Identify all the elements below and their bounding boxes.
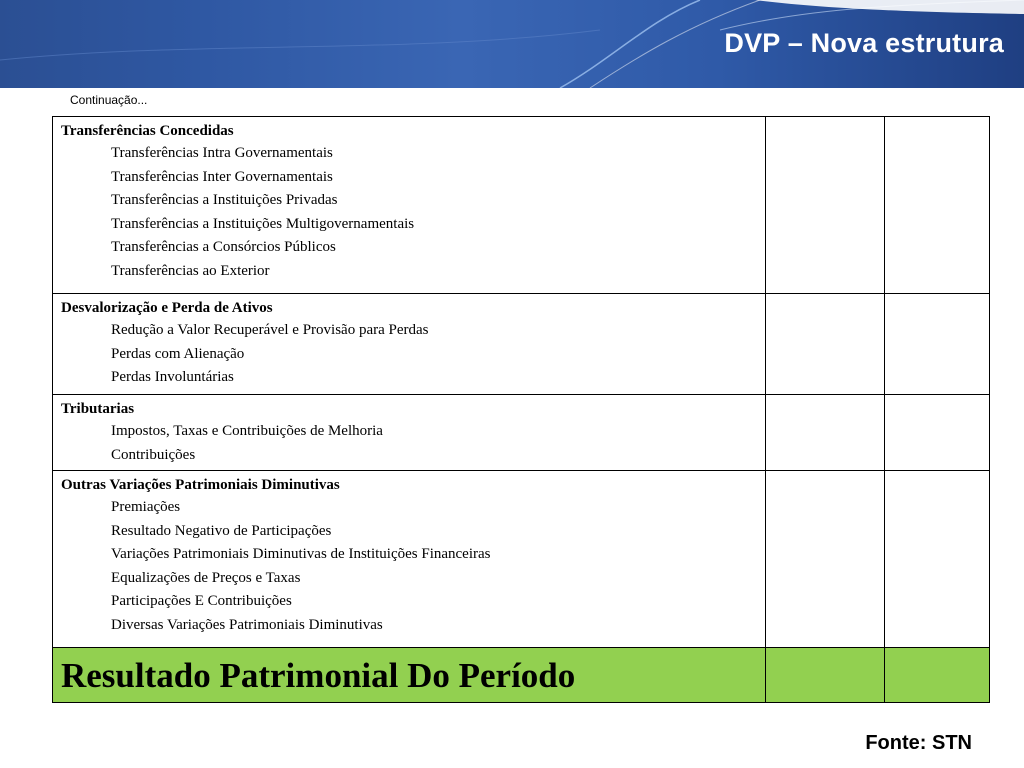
section-item: Premiações xyxy=(111,499,181,515)
section-item: Perdas com Alienação xyxy=(111,345,245,362)
table-row xyxy=(53,117,990,294)
section-item: Equalizações de Preços e Taxas xyxy=(111,569,301,586)
section-heading: Tributarias xyxy=(61,401,135,417)
value-cell xyxy=(766,294,885,395)
dvp-structure-table xyxy=(52,116,990,703)
result-value-cell xyxy=(766,648,885,703)
section-item: Impostos, Taxas e Contribuições de Melhoria xyxy=(111,423,383,439)
section-cell xyxy=(53,117,766,294)
value-cell xyxy=(885,294,990,395)
section-heading: Transferências Concedidas xyxy=(61,123,234,139)
section-cell xyxy=(53,294,766,395)
source-label: Fonte: STN xyxy=(865,732,972,754)
result-label: Resultado Patrimonial Do Período xyxy=(61,656,576,695)
section-item: Participações E Contribuições xyxy=(111,593,292,610)
value-cell xyxy=(885,395,990,471)
section-item: Resultado Negativo de Participações xyxy=(111,522,332,539)
result-label-cell xyxy=(53,648,766,703)
section-heading: Outras Variações Patrimoniais Diminutivas xyxy=(61,477,340,493)
section-item: Transferências a Instituições Multigovernamentais xyxy=(111,215,415,232)
section-item: Transferências Intra Governamentais xyxy=(111,145,333,161)
value-cell xyxy=(766,395,885,471)
table-row xyxy=(53,395,990,471)
table-row xyxy=(53,471,990,648)
page-title: DVP – Nova estrutura xyxy=(724,28,1004,58)
section-item: Redução a Valor Recuperável e Provisão para Perdas xyxy=(111,322,429,338)
section-heading: Desvalorização e Perda de Ativos xyxy=(61,300,273,316)
section-item: Contribuições xyxy=(111,446,196,463)
value-cell xyxy=(766,117,885,294)
section-item: Transferências Inter Governamentais xyxy=(111,168,333,185)
table-row xyxy=(53,294,990,395)
table-body xyxy=(53,117,990,703)
value-cell xyxy=(885,471,990,648)
value-cell xyxy=(885,117,990,294)
section-item: Transferências a Consórcios Públicos xyxy=(111,239,336,256)
section-item: Transferências a Instituições Privadas xyxy=(111,192,338,209)
section-cell xyxy=(53,471,766,648)
section-item: Diversas Variações Patrimoniais Diminutivas xyxy=(111,616,383,633)
continuation-label: Continuação... xyxy=(70,93,148,107)
value-cell xyxy=(766,471,885,648)
result-value-cell xyxy=(885,648,990,703)
section-cell xyxy=(53,395,766,471)
section-item: Variações Patrimoniais Diminutivas de Instituições Financeiras xyxy=(111,546,491,563)
result-row xyxy=(53,648,990,703)
header-banner xyxy=(0,0,1024,88)
section-item: Transferências ao Exterior xyxy=(111,262,270,279)
section-item: Perdas Involuntárias xyxy=(111,369,234,386)
